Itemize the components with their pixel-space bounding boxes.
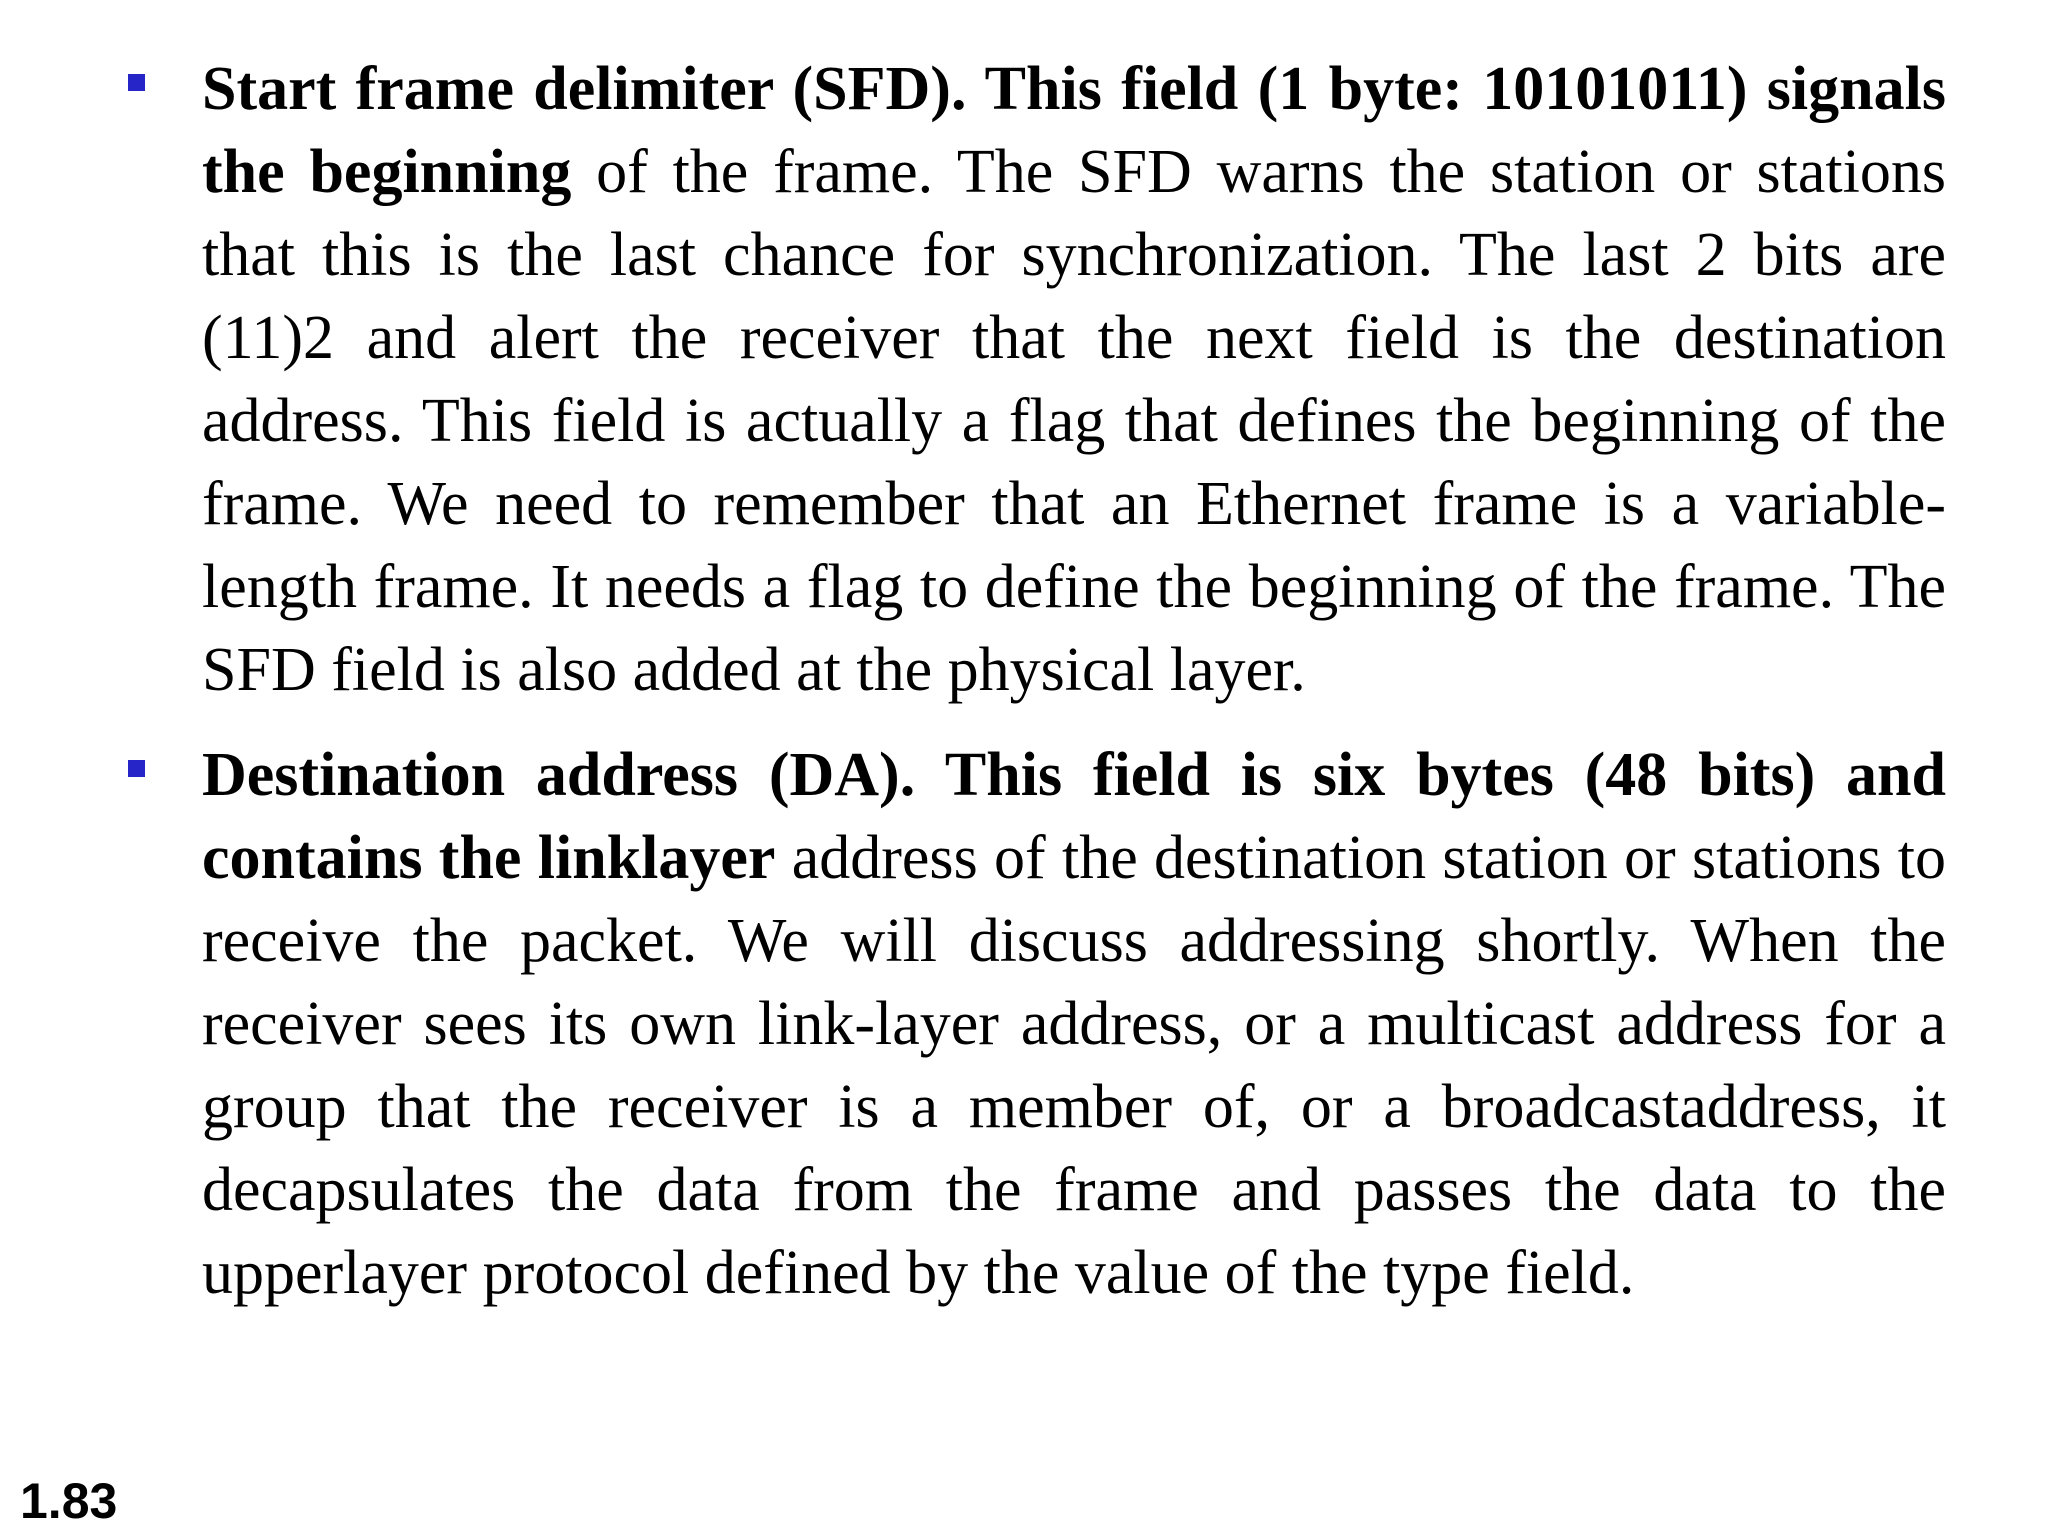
square-bullet-icon xyxy=(128,760,145,777)
slide-number: 1.83 xyxy=(20,1473,118,1529)
bullet-item-da xyxy=(120,734,1946,1315)
bullet-item-sfd xyxy=(120,48,1946,712)
bullet-normal-sfd: of the frame. The SFD warns the station or stations that this is the last chance for synchronization. The last 2 bits are (11)2 and alert the receiver that the next field is the destination address. This field is actually a flag that defines the beginning of the frame. We need to remember that an Ethernet frame is a variable-length frame. It needs a flag to define the beginning of the frame. The SFD field is also added at the physical layer. xyxy=(202,138,1946,704)
bullet-list xyxy=(120,48,1946,1337)
square-bullet-icon xyxy=(128,74,145,91)
bullet-text-da xyxy=(202,734,1946,1315)
bullet-bold-sfd: Start frame delimiter (SFD). This field (1 byte: 10101011) signals the beginning xyxy=(202,55,1946,206)
bullet-text-sfd xyxy=(202,48,1946,712)
bullet-normal-da: address of the destination station or stations to receive the packet. We will discuss addressing shortly. When the receiver sees its own link-layer address, or a multicast address for a group that the receiver is a member of, or a broadcastaddress, it decapsulates the data from the frame and passes the data to the upperlayer protocol defined by the value of the type field. xyxy=(202,824,1946,1307)
bullet-bold-da: Destination address (DA). This field is six bytes (48 bits) and contains the linklayer xyxy=(202,741,1946,892)
